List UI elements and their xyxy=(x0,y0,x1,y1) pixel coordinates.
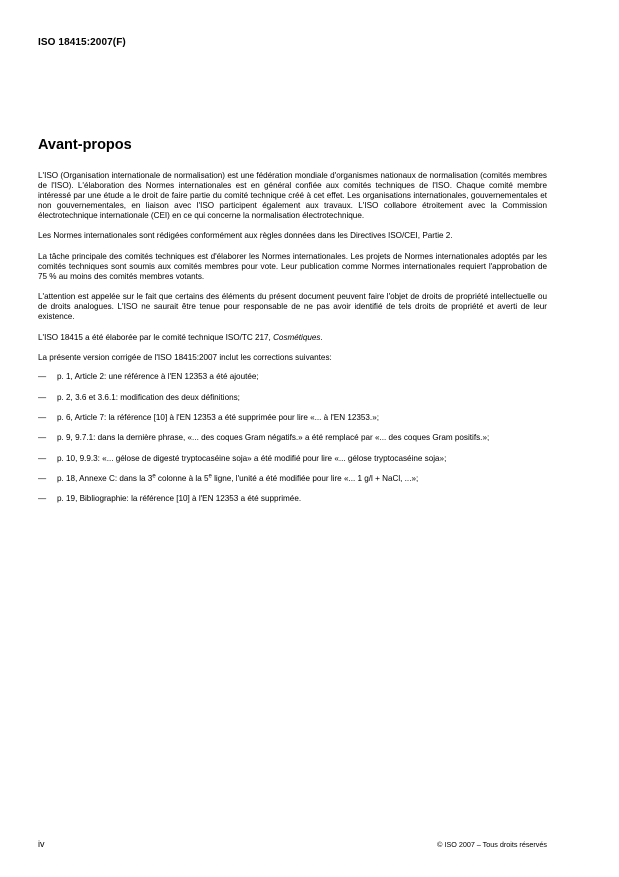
dash-marker: — xyxy=(38,494,47,504)
section-heading: Avant-propos xyxy=(38,137,132,153)
correction-text: p. 2, 3.6 et 3.6.1: modification des deux définitions; xyxy=(57,392,240,402)
tc-suffix: . xyxy=(320,332,323,342)
paragraph-technical-committee xyxy=(38,333,547,343)
correction-text: p. 10, 9.9.3: «... gélose de digesté tryptocaséine soja» a été modifié pour lire «... gélose tryptocaséine soja»; xyxy=(57,453,447,463)
correction-text xyxy=(57,474,418,483)
paragraph-iso-intro: L'ISO (Organisation internationale de normalisation) est une fédération mondiale d'organismes nationaux de normalisation (comités membres de l'ISO). L'élaboration des Normes internationales est en général confiée aux comités techniques de l'ISO. Chaque comité membre intéressé par une étude a le droit de faire partie du comité technique créé à cet effet. Les organisations internationales, gouvernementales et non gouvernementales, en liaison avec l'ISO participent également aux travaux. L'ISO collabore étroitement avec la Commission électrotechnique internationale (CEI) en ce qui concerne la normalisation électrotechnique. xyxy=(38,171,547,220)
annex-text-part: p. 18, Annexe C: dans la 3 xyxy=(57,474,153,484)
page-number: iv xyxy=(38,839,45,849)
dash-marker: — xyxy=(38,372,47,382)
annex-text-part: colonne à la 5 xyxy=(155,474,209,484)
superscript-ordinal: e xyxy=(152,473,156,480)
list-item xyxy=(38,413,547,423)
tc-prefix: L'ISO 18415 a été élaborée par le comité technique ISO/TC 217, xyxy=(38,332,274,342)
copyright-notice: © ISO 2007 – Tous droits réservés xyxy=(437,840,547,849)
list-item xyxy=(38,474,547,484)
paragraph-corrections-intro: La présente version corrigée de l'ISO 18415:2007 inclut les corrections suivantes: xyxy=(38,352,332,362)
list-item xyxy=(38,393,547,403)
tc-committee-name: Cosmétiques xyxy=(273,332,321,342)
paragraph-directives: Les Normes internationales sont rédigées conformément aux règles données dans les Directives ISO/CEI, Partie 2. xyxy=(38,231,453,241)
corrections-list xyxy=(38,372,547,504)
dash-marker: — xyxy=(38,392,47,402)
list-item xyxy=(38,433,547,443)
dash-marker: — xyxy=(38,474,47,484)
dash-marker: — xyxy=(38,413,47,422)
document-reference: ISO 18415:2007(F) xyxy=(38,37,126,48)
annex-text-part: ligne, l'unité a été modifiée pour lire «... 1 g/l + NaCl, ...»; xyxy=(211,474,419,484)
correction-text: p. 19, Bibliographie: la référence [10] à l'EN 12353 a été supprimée. xyxy=(57,494,302,504)
correction-text: p. 6, Article 7: la référence [10] à l'EN 12353 a été supprimée pour lire «... à l'EN 12353.»; xyxy=(57,413,379,422)
correction-text: p. 9, 9.7.1: dans la dernière phrase, «... des coques Gram négatifs.» a été remplacé par «... des coques Gram positifs.»; xyxy=(57,433,490,443)
paragraph-technical-committees: La tâche principale des comités techniques est d'élaborer les Normes internationales. Les projets de Normes internationales adoptés par les comités techniques sont soumis aux comités membres pour vote. Leur publication comme Normes internationales requiert l'approbation de 75 % au moins des comités membres votants. xyxy=(38,251,547,281)
paragraph-patent-rights: L'attention est appelée sur le fait que certains des éléments du présent document peuvent faire l'objet de droits de propriété intellectuelle ou de droits analogues. L'ISO ne saurait être tenue pour responsable de ne pas avoir identifié de tels droits de propriété et averti de leur existence. xyxy=(38,292,547,322)
list-item xyxy=(38,372,547,382)
dash-marker: — xyxy=(38,453,47,463)
list-item xyxy=(38,494,547,504)
list-item xyxy=(38,454,547,464)
correction-text: p. 1, Article 2: une référence à l'EN 12353 a été ajoutée; xyxy=(57,372,259,382)
superscript-ordinal: e xyxy=(208,473,212,480)
dash-marker: — xyxy=(38,433,47,443)
foreword-body xyxy=(38,171,547,515)
